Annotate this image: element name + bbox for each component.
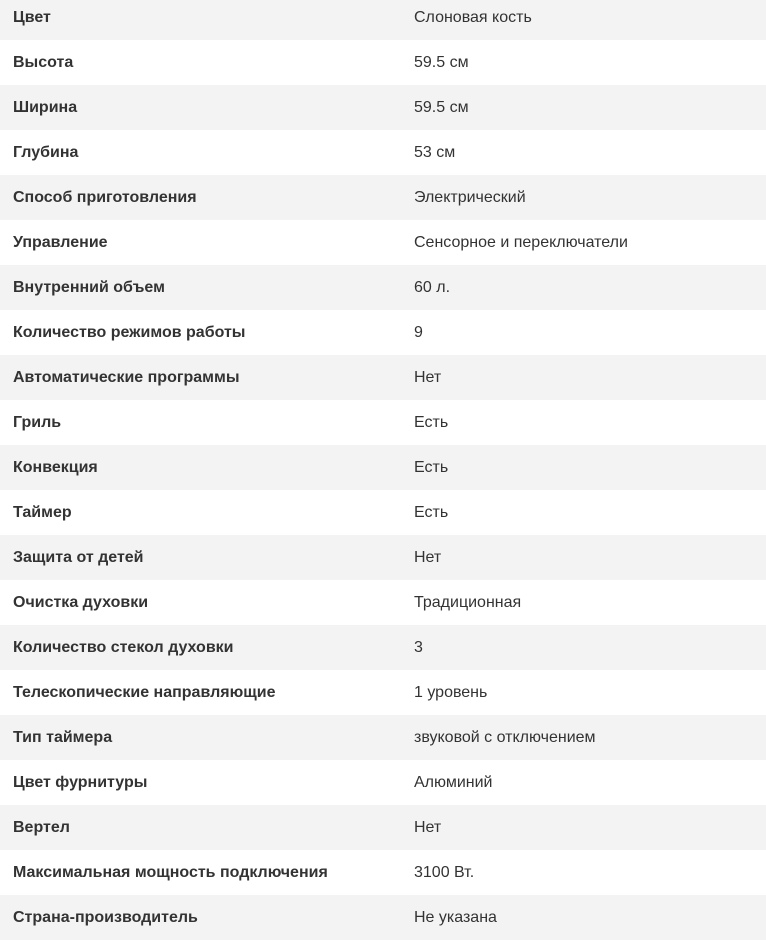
spec-row — [0, 670, 766, 715]
spec-name: Внутренний объем — [13, 278, 165, 296]
spec-value: Есть — [414, 413, 449, 431]
spec-name: Вертел — [13, 818, 70, 836]
spec-row — [0, 265, 766, 310]
spec-row — [0, 625, 766, 670]
spec-value: 1 уровень — [414, 683, 488, 701]
spec-row — [0, 310, 766, 355]
spec-name: Таймер — [13, 503, 72, 521]
spec-value: 9 — [414, 323, 423, 341]
spec-value: 3100 Вт. — [414, 863, 475, 881]
spec-value: Сенсорное и переключатели — [414, 233, 628, 251]
spec-row — [0, 355, 766, 400]
spec-value: звуковой с отключением — [414, 728, 596, 746]
spec-name: Глубина — [13, 143, 79, 161]
spec-row — [0, 400, 766, 445]
spec-value: Электрический — [414, 188, 526, 206]
spec-row — [0, 580, 766, 625]
spec-value: 3 — [414, 638, 423, 656]
spec-row — [0, 40, 766, 85]
spec-name: Цвет — [13, 8, 51, 26]
spec-name: Защита от детей — [13, 548, 144, 566]
spec-name: Высота — [13, 53, 74, 71]
spec-value: 59.5 см — [414, 53, 469, 71]
spec-value: Есть — [414, 458, 449, 476]
spec-row — [0, 535, 766, 580]
spec-name: Тип таймера — [13, 728, 113, 746]
spec-row — [0, 130, 766, 175]
spec-name: Страна-производитель — [13, 908, 198, 926]
spec-value: Слоновая кость — [414, 8, 532, 26]
spec-row — [0, 85, 766, 130]
spec-value: Алюминий — [414, 773, 493, 791]
spec-name: Ширина — [13, 98, 78, 116]
spec-name: Конвекция — [13, 458, 98, 476]
spec-name: Количество стекол духовки — [13, 638, 234, 656]
spec-row — [0, 220, 766, 265]
spec-value: 60 л. — [414, 278, 451, 296]
spec-value: Есть — [414, 503, 449, 521]
spec-row — [0, 805, 766, 850]
spec-name: Телескопические направляющие — [13, 683, 276, 701]
spec-row — [0, 490, 766, 535]
spec-row — [0, 895, 766, 940]
spec-row — [0, 850, 766, 895]
spec-name: Автоматические программы — [13, 368, 240, 386]
spec-name: Максимальная мощность подключения — [13, 863, 328, 881]
spec-row — [0, 760, 766, 805]
spec-value: Не указана — [414, 908, 497, 926]
spec-value: Нет — [414, 818, 442, 836]
spec-name: Способ приготовления — [13, 188, 197, 206]
spec-row — [0, 715, 766, 760]
spec-row — [0, 0, 766, 40]
spec-value: 59.5 см — [414, 98, 469, 116]
spec-name: Количество режимов работы — [13, 323, 246, 341]
spec-value: 53 см — [414, 143, 456, 161]
spec-value: Нет — [414, 548, 442, 566]
spec-name: Очистка духовки — [13, 593, 149, 611]
spec-value: Нет — [414, 368, 442, 386]
spec-name: Цвет фурнитуры — [13, 773, 148, 791]
spec-name: Управление — [13, 233, 108, 251]
spec-row — [0, 445, 766, 490]
spec-row — [0, 175, 766, 220]
spec-value: Традиционная — [414, 593, 522, 611]
spec-name: Гриль — [13, 413, 62, 431]
